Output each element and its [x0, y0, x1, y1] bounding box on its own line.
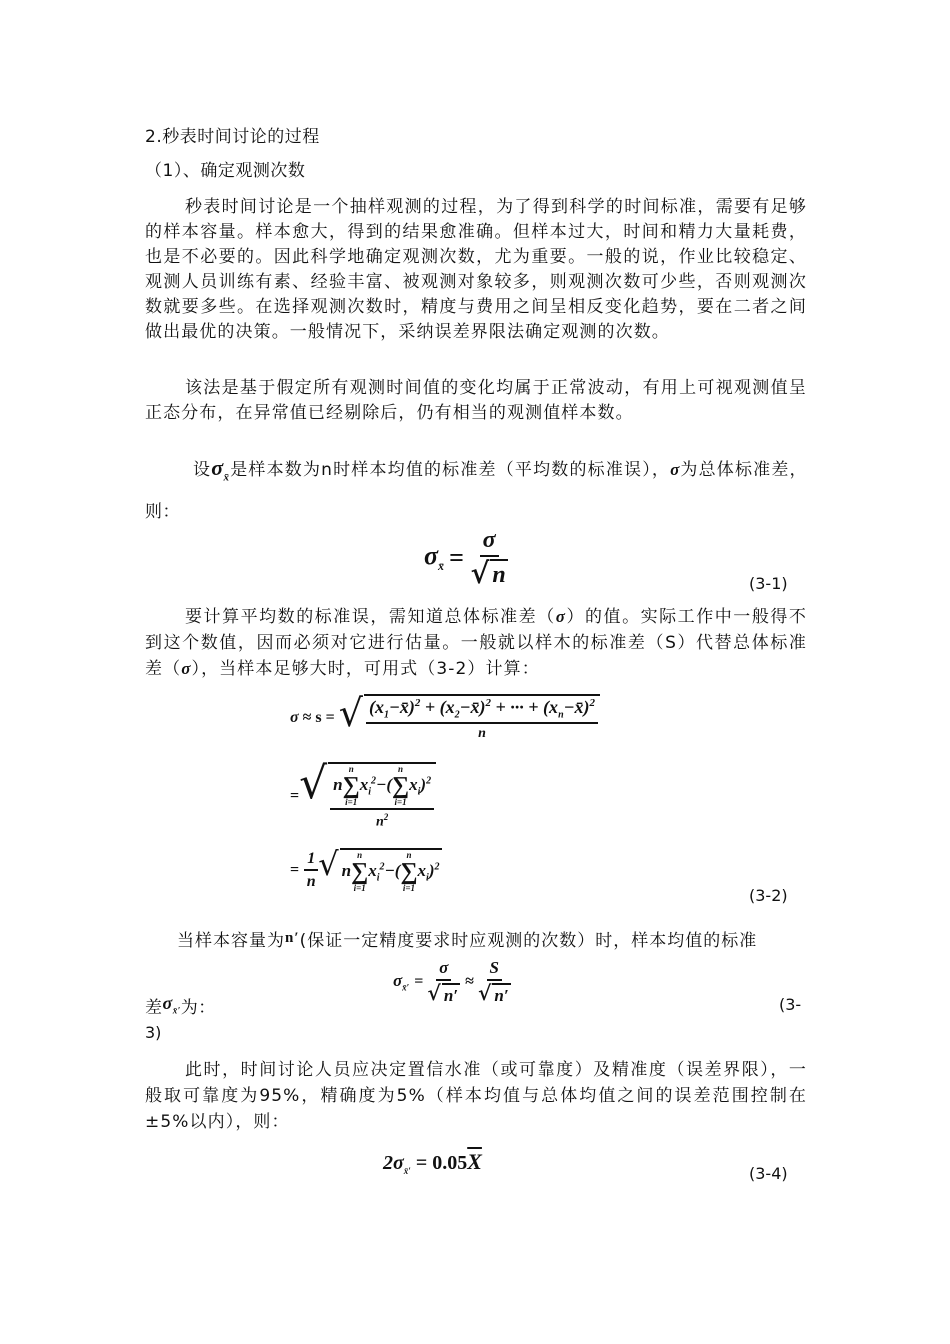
paragraph-method: [145, 376, 807, 426]
sigma-xbar-symbol: $\sigma_{x̄}$: [211, 455, 230, 484]
paragraph-confidence-text: 此时，时间讨论人员应决定置信水准（或可靠度）及精准度（误差界限），一般取可靠度为95%，精确度为5%（样本均值与总体均值之间的误差范围控制在±5%以内），则：: [145, 1060, 807, 1132]
sample-size-text-a: 当样本容量为: [177, 931, 285, 951]
estimation-text-a: 要计算平均数的标准误，需知道总体标准差（: [185, 607, 556, 627]
sigma-xbar-prime-symbol: $\sigma_{x̄'}$: [162, 993, 181, 1016]
equation-3-2-line-2: = √ n n ∑ i=1 $x_i^2-$( n ∑ i=1 $x_i)^2$ $n^2$: [290, 762, 436, 831]
definition-text-b: 为总体标准差，则：: [145, 460, 808, 523]
paragraph-estimation: [145, 604, 807, 682]
subsection-heading: （1）、确定观测次数: [145, 161, 306, 181]
estimation-text-b: ）的值。实际工作中一般得不到这个数值，因而必须对它进行估量。一般就以样木的标准差（S）代替总体标准差（: [145, 607, 807, 679]
equation-3-3-number-a: (3-: [779, 995, 802, 1014]
equation-3-2-line-1: σ ≈ s = √ $\frac{(x_1-x̄)^2 + (x_2-x̄)^2 + \cdot\cdot\cdot + (x_n-x̄)^2}{n}$: [290, 694, 600, 742]
sample-size-text-d: 为：: [180, 998, 216, 1018]
sample-size-continuation: [145, 993, 216, 1021]
paragraph-intro: [145, 195, 807, 345]
n-prime-symbol: n′: [285, 930, 300, 946]
sample-size-text-c: 差: [145, 998, 163, 1018]
equation-3-4: $2\sigma_{x̄'} = 0.05\overline{X}$: [383, 1149, 482, 1176]
paragraph-intro-text: 秒表时间讨论是一个抽样观测的过程，为了得到科学的时间标准，需要有足够的样本容量。样本愈大，得到的结果愈准确。但样本过大，时间和精力大量耗费，也是不必要的。因此科学地确定观测次数，尤为重要。一般的说，作业比较稳定、观测人员训练有素、经验丰富、被观测对象较多，则观测次数可少些，否则观测次数就要多些。在选择观测次数时，精度与费用之间呈相反变化趋势，要在二者之间做出最优的决策。一般情况下，采纳误差界限法确定观测的次数。: [145, 197, 807, 342]
paragraph-method-text: 该法是基于假定所有观测时间值的变化均属于正常波动，有用上可视观测值呈正态分布，在异常值已经剔除后，仍有相当的观测值样本数。: [145, 378, 807, 423]
sigma-symbol-inline-2: σ: [181, 659, 192, 678]
equation-3-2-number: (3-2): [749, 886, 788, 905]
paragraph-sample-size: [177, 928, 757, 951]
equation-3-4-number: (3-4): [749, 1164, 788, 1183]
definition-lead: 设: [193, 460, 212, 480]
equation-3-3: $\sigma_{x̄'}$ = σ √ n′ ≈ S √ n′: [393, 958, 509, 1005]
sigma-symbol-inline: σ: [555, 607, 567, 626]
section-heading: 2.秒表时间讨论的过程: [145, 127, 320, 147]
sigma-symbol: σ: [670, 460, 680, 479]
equation-3-3-number-b: 3): [145, 1023, 162, 1042]
definition-text-a: 是样本数为n时样本均值的标准差（平均数的标准误），: [229, 460, 671, 480]
paragraph-definition: [145, 450, 807, 530]
estimation-text-c: ），当样本足够大时，可用式（3-2）计算：: [191, 659, 540, 679]
sample-size-text-b: (保证一定精度要求时应观测的次数）时，样本均值的标准: [299, 931, 758, 951]
equation-3-1: $\sigma_{x̄}$ = σ √ n: [424, 527, 506, 590]
paragraph-confidence: [145, 1057, 807, 1135]
equation-3-1-number: (3-1): [749, 574, 788, 593]
equation-3-2-line-3: = $\frac{1}{n}$ √ n n ∑ i=1 $x_i^2-$( n ∑ i=1 $x_i)^2$: [290, 845, 440, 893]
